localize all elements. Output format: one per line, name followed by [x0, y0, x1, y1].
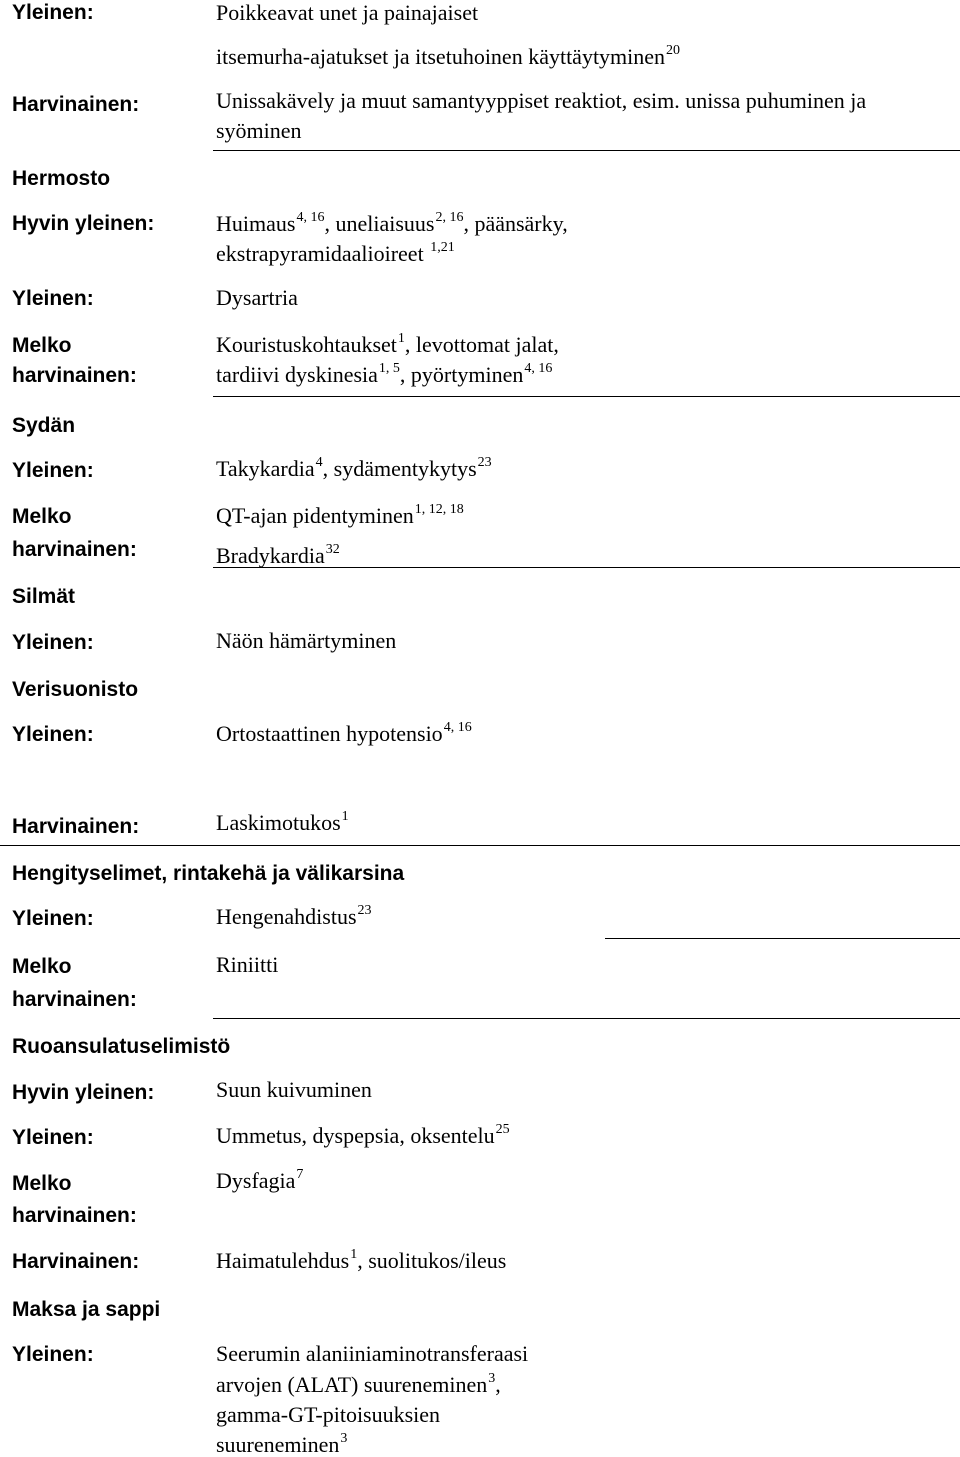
frequency-label: Harvinainen: — [12, 815, 140, 838]
effect-text — [216, 542, 340, 568]
effect-text — [216, 2, 478, 24]
effect-text-part: Unissakävely ja muut samantyyppiset reaktiot, esim. unissa puhuminen ja — [216, 88, 867, 113]
frequency-label: Yleinen: — [12, 1343, 94, 1366]
effect-text — [216, 287, 298, 309]
effect-text-part: Takykardia — [216, 456, 315, 481]
reference-superscript: 20 — [666, 43, 681, 58]
effect-text — [216, 1122, 510, 1148]
divider — [213, 1018, 960, 1019]
effect-text-part: arvojen (ALAT) suureneminen — [216, 1372, 488, 1397]
effect-text — [216, 1247, 507, 1273]
effect-text-part: Poikkeavat unet ja painajaiset — [216, 0, 479, 25]
effect-text — [216, 1431, 348, 1457]
reference-superscript: 2, 16 — [435, 210, 464, 225]
effect-text-part: Näön hämärtyminen — [216, 628, 397, 653]
frequency-label: Yleinen: — [12, 287, 94, 310]
divider — [213, 396, 960, 397]
effect-text-part: Hengenahdistus — [216, 904, 357, 929]
effect-text-part: Suun kuivuminen — [216, 1077, 372, 1102]
reference-superscript: 4, 16 — [296, 210, 325, 225]
reference-superscript: 3 — [340, 1431, 348, 1446]
reference-superscript: 1, 12, 18 — [414, 502, 464, 517]
reference-superscript: 32 — [325, 542, 340, 557]
frequency-label: Hyvin yleinen: — [12, 212, 155, 235]
frequency-label: Harvinainen: — [12, 93, 140, 116]
reference-superscript: 1, 5 — [378, 361, 400, 376]
effect-text — [216, 720, 472, 746]
effect-text — [216, 43, 681, 69]
reference-superscript: 7 — [296, 1167, 304, 1182]
effect-text — [216, 455, 492, 481]
effect-text-part: Laskimotukos — [216, 810, 341, 835]
effect-text-part: , uneliaisuus — [324, 211, 435, 236]
section-heading: Maksa ja sappi — [12, 1298, 161, 1321]
effect-text-part: , levottomat jalat, — [404, 332, 559, 357]
section-heading: Hengityselimet, rintakehä ja välikarsina — [12, 862, 405, 885]
effect-text — [216, 1343, 528, 1365]
effect-text-part: , päänsärky, — [463, 211, 568, 236]
effect-text — [216, 809, 349, 835]
effect-text-part: , suolitukos/ileus — [357, 1248, 507, 1273]
effect-text-part: Ummetus, dyspepsia, oksentelu — [216, 1123, 495, 1148]
effect-text-part: suureneminen — [216, 1432, 340, 1457]
reference-superscript: 1 — [350, 1247, 358, 1262]
effect-text-part: Ortostaattinen hypotensio — [216, 721, 443, 746]
reference-superscript: 4 — [315, 455, 323, 470]
reference-superscript: 23 — [477, 455, 492, 470]
frequency-label: Melko — [12, 505, 72, 528]
effect-text-part: Dysartria — [216, 285, 298, 310]
section-heading: Verisuonisto — [12, 678, 139, 701]
effect-text-part: syöminen — [216, 118, 302, 143]
effect-text-part: Riniitti — [216, 952, 279, 977]
frequency-label: Yleinen: — [12, 723, 94, 746]
reference-superscript: 1,21 — [430, 240, 455, 255]
effect-text — [216, 120, 302, 142]
effect-text — [216, 903, 372, 929]
effect-text — [216, 502, 464, 528]
divider — [605, 938, 960, 939]
reference-superscript: 4, 16 — [443, 720, 472, 735]
frequency-label: harvinainen: — [12, 538, 137, 561]
section-heading: Sydän — [12, 414, 76, 437]
effect-text — [216, 1167, 304, 1193]
frequency-label: Melko — [12, 955, 72, 978]
effect-text — [216, 240, 455, 266]
effect-text-part: Huimaus — [216, 211, 296, 236]
frequency-label: Yleinen: — [12, 1126, 94, 1149]
effect-text — [216, 630, 396, 652]
effect-text — [216, 1371, 501, 1397]
frequency-label: harvinainen: — [12, 988, 137, 1011]
effect-text-part: Kouristuskohtaukset — [216, 332, 397, 357]
reference-superscript: 4, 16 — [524, 361, 553, 376]
effect-text-part: Dysfagia — [216, 1168, 296, 1193]
section-heading: Hermosto — [12, 167, 111, 190]
effect-text-part: , sydämentykytys — [322, 456, 477, 481]
reference-superscript: 25 — [495, 1122, 510, 1137]
effect-text — [216, 954, 278, 976]
frequency-label: Harvinainen: — [12, 1250, 140, 1273]
effect-text-part: Haimatulehdus — [216, 1248, 350, 1273]
frequency-label: harvinainen: — [12, 364, 137, 387]
effect-text-part: , — [495, 1372, 501, 1397]
effect-text-part: , pyörtyminen — [399, 362, 524, 387]
effect-text-part: ekstrapyramidaalioireet — [216, 241, 430, 266]
frequency-label: Hyvin yleinen: — [12, 1081, 155, 1104]
reference-superscript: 3 — [488, 1371, 496, 1386]
frequency-label: Yleinen: — [12, 459, 94, 482]
reference-superscript: 1 — [397, 331, 405, 346]
effect-text — [216, 361, 553, 387]
frequency-label: Yleinen: — [12, 907, 94, 930]
effect-text — [216, 1079, 372, 1101]
section-heading: Silmät — [12, 585, 76, 608]
frequency-label: Melko — [12, 334, 72, 357]
divider — [0, 845, 960, 846]
effect-text-part: QT-ajan pidentyminen — [216, 503, 414, 528]
effect-text — [216, 210, 568, 236]
frequency-label: Yleinen: — [12, 1, 94, 24]
divider — [213, 150, 960, 151]
reference-superscript: 1 — [341, 809, 349, 824]
frequency-label: Yleinen: — [12, 631, 94, 654]
effect-text — [216, 331, 559, 357]
effect-text-part: gamma-GT-pitoisuuksien — [216, 1402, 441, 1427]
section-heading: Ruoansulatuselimistö — [12, 1035, 231, 1058]
divider — [213, 567, 960, 568]
effect-text — [216, 90, 866, 112]
frequency-label: Melko — [12, 1172, 72, 1195]
effect-text-part: itsemurha-ajatukset ja itsetuhoinen käyttäytyminen — [216, 44, 666, 69]
reference-superscript: 23 — [357, 903, 372, 918]
effect-text-part: Bradykardia — [216, 543, 325, 568]
effect-text-part: tardiivi dyskinesia — [216, 362, 378, 387]
effect-text-part: Seerumin alaniiniaminotransferaasi — [216, 1341, 529, 1366]
frequency-label: harvinainen: — [12, 1204, 137, 1227]
effect-text — [216, 1404, 440, 1426]
